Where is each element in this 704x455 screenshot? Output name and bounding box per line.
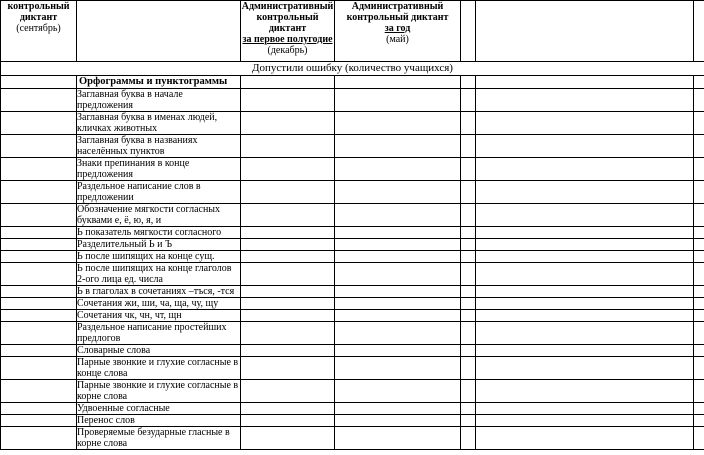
empty-cell bbox=[1, 204, 77, 227]
count-cell[interactable] bbox=[335, 89, 461, 112]
orthogram-row bbox=[1, 357, 704, 380]
count-cell[interactable] bbox=[335, 357, 461, 380]
empty-cell bbox=[1, 357, 77, 380]
count-cell[interactable] bbox=[241, 357, 335, 380]
orthogram-label: Ь в глаголах в сочетаниях –тъся, -тся bbox=[77, 286, 241, 298]
count-cell[interactable] bbox=[476, 298, 694, 310]
count-cell[interactable] bbox=[241, 298, 335, 310]
header-year-line2: контрольный диктант bbox=[346, 12, 449, 23]
count-cell[interactable] bbox=[461, 112, 476, 135]
count-cell[interactable] bbox=[241, 322, 335, 345]
empty-cell bbox=[1, 298, 77, 310]
orthogram-label: Парные звонкие и глухие согласные в конце слова bbox=[77, 357, 241, 380]
orthogram-row bbox=[1, 158, 704, 181]
empty-cell bbox=[1, 181, 77, 204]
empty-cell bbox=[1, 158, 77, 181]
header-year-term: за год bbox=[384, 23, 411, 34]
subheader-label: Орфограммы и пунктограммы bbox=[77, 76, 241, 89]
count-cell[interactable] bbox=[335, 310, 461, 322]
count-cell[interactable] bbox=[694, 357, 704, 380]
orthogram-label: Заглавная буква в начале предложения bbox=[77, 89, 241, 112]
empty-cell bbox=[1, 89, 77, 112]
empty-cell bbox=[1, 415, 77, 427]
orthogram-row bbox=[1, 135, 704, 158]
count-cell[interactable] bbox=[241, 158, 335, 181]
empty-cell bbox=[1, 310, 77, 322]
count-cell[interactable] bbox=[476, 403, 694, 415]
orthogram-row bbox=[1, 427, 704, 450]
count-cell[interactable] bbox=[694, 427, 704, 450]
count-cell[interactable] bbox=[476, 239, 694, 251]
count-cell[interactable] bbox=[335, 427, 461, 450]
count-cell[interactable] bbox=[461, 380, 476, 403]
count-cell[interactable] bbox=[335, 263, 461, 286]
count-cell[interactable] bbox=[476, 263, 694, 286]
count-cell[interactable] bbox=[461, 89, 476, 112]
count-cell[interactable] bbox=[461, 227, 476, 239]
count-cell[interactable] bbox=[241, 204, 335, 227]
orthogram-row bbox=[1, 112, 704, 135]
count-cell[interactable] bbox=[241, 76, 335, 89]
empty-cell bbox=[1, 263, 77, 286]
orthogram-row bbox=[1, 310, 704, 322]
empty-cell bbox=[1, 76, 77, 89]
count-cell[interactable] bbox=[241, 263, 335, 286]
count-cell[interactable] bbox=[694, 239, 704, 251]
count-cell[interactable] bbox=[335, 158, 461, 181]
orthogram-label: Сочетания чк, чн, чт, щн bbox=[77, 310, 241, 322]
count-cell[interactable] bbox=[694, 158, 704, 181]
count-cell[interactable] bbox=[461, 263, 476, 286]
count-cell[interactable] bbox=[335, 76, 461, 89]
orthogram-row bbox=[1, 251, 704, 263]
header-empty-cell bbox=[77, 1, 241, 62]
count-cell[interactable] bbox=[335, 403, 461, 415]
header-empty-cell bbox=[461, 1, 476, 62]
orthogram-label: Ь показатель мягкости согласного bbox=[77, 227, 241, 239]
count-cell[interactable] bbox=[461, 357, 476, 380]
count-cell[interactable] bbox=[461, 239, 476, 251]
count-cell[interactable] bbox=[241, 251, 335, 263]
orthogram-label: Заглавная буква в названиях населённых пунктов bbox=[77, 135, 241, 158]
section-row bbox=[1, 62, 704, 76]
count-cell[interactable] bbox=[335, 286, 461, 298]
count-cell[interactable] bbox=[476, 380, 694, 403]
count-cell[interactable] bbox=[461, 135, 476, 158]
count-cell[interactable] bbox=[476, 357, 694, 380]
count-cell[interactable] bbox=[694, 89, 704, 112]
count-cell[interactable] bbox=[694, 415, 704, 427]
count-cell[interactable] bbox=[461, 427, 476, 450]
header-empty-cell bbox=[476, 1, 694, 62]
count-cell[interactable] bbox=[461, 76, 476, 89]
count-cell[interactable] bbox=[694, 112, 704, 135]
count-cell[interactable] bbox=[461, 181, 476, 204]
count-cell[interactable] bbox=[335, 135, 461, 158]
header-year-line1: Административный bbox=[351, 1, 444, 12]
count-cell[interactable] bbox=[461, 403, 476, 415]
header-sept-period: (сентябрь) bbox=[16, 23, 61, 34]
count-cell[interactable] bbox=[476, 310, 694, 322]
count-cell[interactable] bbox=[476, 158, 694, 181]
header-halfyear-line3: диктант bbox=[268, 23, 307, 34]
header-year-dictation bbox=[335, 1, 461, 62]
orthogram-label: Раздельное написание простейших предлогов bbox=[77, 322, 241, 345]
count-cell[interactable] bbox=[335, 227, 461, 239]
count-cell[interactable] bbox=[476, 427, 694, 450]
count-cell[interactable] bbox=[694, 135, 704, 158]
orthogram-label: Сочетания жи, ши, ча, ща, чу, щу bbox=[77, 298, 241, 310]
orthogram-row bbox=[1, 403, 704, 415]
count-cell[interactable] bbox=[241, 227, 335, 239]
empty-cell bbox=[1, 427, 77, 450]
orthogram-row bbox=[1, 263, 704, 286]
orthogram-label: Раздельное написание слов в предложении bbox=[77, 181, 241, 204]
count-cell[interactable] bbox=[335, 112, 461, 135]
orthogram-label: Удвоенные согласные bbox=[77, 403, 241, 415]
empty-cell bbox=[1, 403, 77, 415]
count-cell[interactable] bbox=[461, 345, 476, 357]
count-cell[interactable] bbox=[241, 310, 335, 322]
header-halfyear-line1: Административный bbox=[241, 1, 334, 12]
orthogram-row bbox=[1, 181, 704, 204]
orthogram-label: Перенос слов bbox=[77, 415, 241, 427]
orthogram-row bbox=[1, 286, 704, 298]
orthogram-label: Словарные слова bbox=[77, 345, 241, 357]
count-cell[interactable] bbox=[241, 345, 335, 357]
count-cell[interactable] bbox=[694, 298, 704, 310]
count-cell[interactable] bbox=[476, 204, 694, 227]
count-cell[interactable] bbox=[694, 204, 704, 227]
header-halfyear-dictation bbox=[241, 1, 335, 62]
count-cell[interactable] bbox=[335, 181, 461, 204]
orthogram-row bbox=[1, 89, 704, 112]
count-cell[interactable] bbox=[335, 239, 461, 251]
count-cell[interactable] bbox=[241, 286, 335, 298]
count-cell[interactable] bbox=[241, 415, 335, 427]
count-cell[interactable] bbox=[694, 322, 704, 345]
count-cell[interactable] bbox=[476, 286, 694, 298]
count-cell[interactable] bbox=[461, 415, 476, 427]
count-cell[interactable] bbox=[476, 227, 694, 239]
empty-cell bbox=[1, 345, 77, 357]
count-cell[interactable] bbox=[241, 427, 335, 450]
count-cell[interactable] bbox=[241, 89, 335, 112]
count-cell[interactable] bbox=[694, 310, 704, 322]
orthogram-label: Обозначение мягкости согласных буквами е, ё, ю, я, и bbox=[77, 204, 241, 227]
empty-cell bbox=[1, 251, 77, 263]
empty-cell bbox=[1, 239, 77, 251]
count-cell[interactable] bbox=[461, 251, 476, 263]
count-cell[interactable] bbox=[241, 239, 335, 251]
count-cell[interactable] bbox=[461, 310, 476, 322]
count-cell[interactable] bbox=[476, 76, 694, 89]
count-cell[interactable] bbox=[694, 227, 704, 239]
count-cell[interactable] bbox=[476, 322, 694, 345]
count-cell[interactable] bbox=[694, 380, 704, 403]
orthogram-row bbox=[1, 415, 704, 427]
count-cell[interactable] bbox=[335, 251, 461, 263]
orthogram-label: Проверяемые безударные гласные в корне слова bbox=[77, 427, 241, 450]
count-cell[interactable] bbox=[694, 403, 704, 415]
count-cell[interactable] bbox=[694, 345, 704, 357]
count-cell[interactable] bbox=[335, 345, 461, 357]
count-cell[interactable] bbox=[241, 403, 335, 415]
count-cell[interactable] bbox=[476, 251, 694, 263]
count-cell[interactable] bbox=[694, 251, 704, 263]
count-cell[interactable] bbox=[476, 135, 694, 158]
header-empty-cell bbox=[694, 1, 704, 62]
count-cell[interactable] bbox=[694, 286, 704, 298]
subheader-row bbox=[1, 76, 704, 89]
count-cell[interactable] bbox=[241, 380, 335, 403]
orthogram-row bbox=[1, 322, 704, 345]
empty-cell bbox=[1, 112, 77, 135]
count-cell[interactable] bbox=[335, 204, 461, 227]
orthogram-row bbox=[1, 227, 704, 239]
empty-cell bbox=[1, 380, 77, 403]
count-cell[interactable] bbox=[335, 380, 461, 403]
count-cell[interactable] bbox=[476, 415, 694, 427]
count-cell[interactable] bbox=[241, 112, 335, 135]
header-halfyear-period: (декабрь) bbox=[267, 45, 308, 56]
orthogram-label: Ь после шипящих на конце сущ. bbox=[77, 251, 241, 263]
orthogram-label: Ь после шипящих на конце глаголов 2-ого лица ед. числа bbox=[77, 263, 241, 286]
orthogram-label: Парные звонкие и глухие согласные в корне слова bbox=[77, 380, 241, 403]
count-cell[interactable] bbox=[241, 135, 335, 158]
orthogram-row bbox=[1, 204, 704, 227]
count-cell[interactable] bbox=[694, 76, 704, 89]
count-cell[interactable] bbox=[461, 286, 476, 298]
count-cell[interactable] bbox=[241, 181, 335, 204]
header-sept-line1: контрольный bbox=[7, 1, 70, 12]
count-cell[interactable] bbox=[461, 204, 476, 227]
orthogram-row bbox=[1, 345, 704, 357]
header-year-period: (май) bbox=[386, 34, 409, 45]
count-cell[interactable] bbox=[461, 298, 476, 310]
section-title: Допустили ошибку (количество учащихся) bbox=[1, 62, 704, 76]
count-cell[interactable] bbox=[476, 89, 694, 112]
empty-cell bbox=[1, 322, 77, 345]
count-cell[interactable] bbox=[335, 415, 461, 427]
orthogram-row bbox=[1, 298, 704, 310]
orthogram-label: Заглавная буква в именах людей, кличках животных bbox=[77, 112, 241, 135]
header-sept-dictation bbox=[1, 1, 77, 62]
count-cell[interactable] bbox=[335, 322, 461, 345]
orthogram-row bbox=[1, 239, 704, 251]
count-cell[interactable] bbox=[476, 181, 694, 204]
count-cell[interactable] bbox=[461, 322, 476, 345]
orthogram-label: Знаки препинания в конце предложения bbox=[77, 158, 241, 181]
count-cell[interactable] bbox=[476, 345, 694, 357]
empty-cell bbox=[1, 286, 77, 298]
header-halfyear-term: за первое полугодие bbox=[242, 34, 333, 45]
orthogram-label: Разделительный Ь и Ъ bbox=[77, 239, 241, 251]
empty-cell bbox=[1, 135, 77, 158]
count-cell[interactable] bbox=[694, 181, 704, 204]
count-cell[interactable] bbox=[461, 158, 476, 181]
count-cell[interactable] bbox=[476, 112, 694, 135]
orthogram-row bbox=[1, 380, 704, 403]
count-cell[interactable] bbox=[694, 263, 704, 286]
header-sept-line2: диктант bbox=[19, 12, 58, 23]
header-row bbox=[1, 1, 704, 62]
count-cell[interactable] bbox=[335, 298, 461, 310]
header-halfyear-line2: контрольный bbox=[256, 12, 319, 23]
empty-cell bbox=[1, 227, 77, 239]
